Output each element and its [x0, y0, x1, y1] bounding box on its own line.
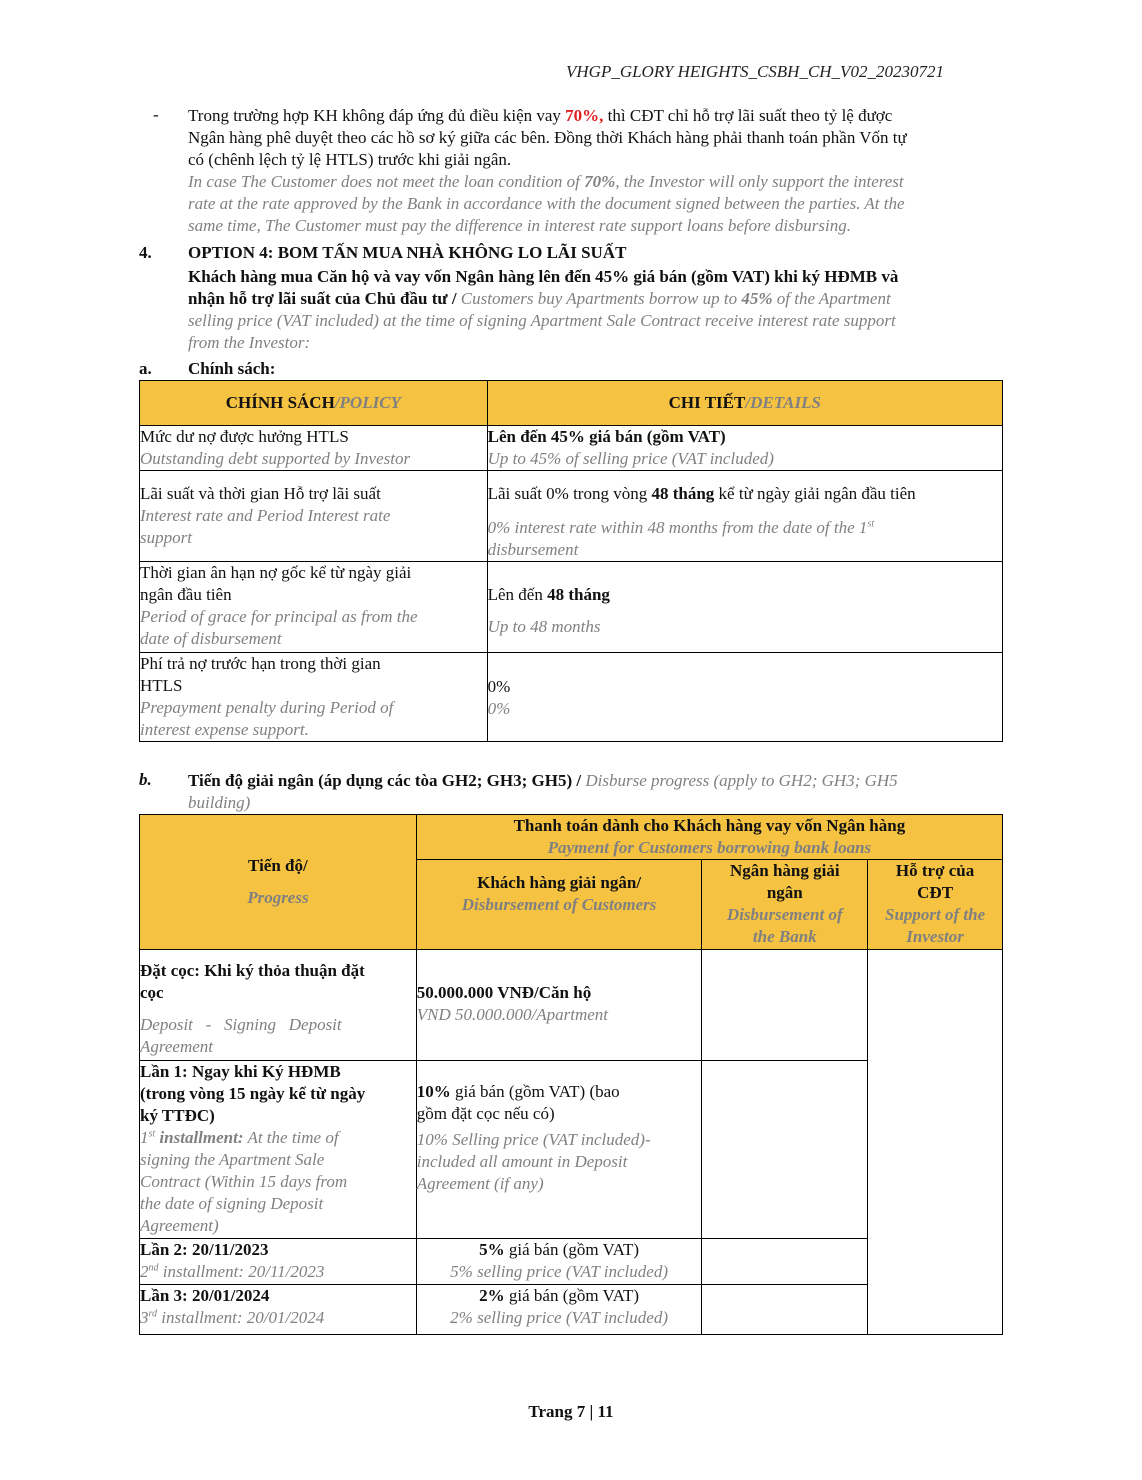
section-a-letter: a.: [139, 359, 152, 378]
policy-table: [139, 380, 1003, 742]
section-b-title: Tiến độ giải ngân (áp dụng các tòa GH2; GH3; GH5) / Disburse progress (apply to GH2; GH3; GH5 building): [188, 771, 898, 812]
option-number: 4.: [139, 243, 152, 262]
table-row: Lãi suất và thời gian Hỗ trợ lãi suất Interest rate and Period Interest rate support Lãi suất 0% trong vòng 48 tháng kể từ ngày giải ngân đầu tiên 0% interest rate within 48 months from the date of the 1st disbursement: [140, 471, 1003, 562]
bullet-paragraph: Trong trường hợp KH không đáp ứng đủ điều kiện vay 70%, thì CĐT chỉ hỗ trợ lãi suất theo tỷ lệ được Ngân hàng phê duyệt theo các hồ sơ ký giữa các bên. Đồng thời Khách hàng phải thanh toán phần Vốn tự có (chênh lệch tỷ lệ HTLS) trước khi giải ngân. In case The Customer does not meet the loan condition of 70%, the Investor will only support the interest rate at the rate approved by the Bank in accordance with the document signed between the parties. At the same time, The Customer must pay the difference in interest rate support loans before disbursing.: [188, 106, 907, 235]
section-b-letter: b.: [139, 770, 152, 789]
table-row: Thời gian ân hạn nợ gốc kể từ ngày giải ngân đầu tiên Period of grace for principal as from the date of disbursement Lên đến 48 tháng Up to 48 months: [140, 562, 1003, 653]
policy-header: CHÍNH SÁCH/POLICY: [140, 381, 488, 426]
progress-header: Tiến độ/ Progress: [140, 815, 417, 950]
table-row: Lần 2: 20/11/2023 2nd installment: 20/11/2023 5% giá bán (gồm VAT) 5% selling price (VAT included): [140, 1239, 1003, 1285]
table-row: Lần 3: 20/01/2024 3rd installment: 20/01/2024 2% giá bán (gồm VAT) 2% selling price (VAT included): [140, 1285, 1003, 1335]
option-description: Khách hàng mua Căn hộ và vay vốn Ngân hàng lên đến 45% giá bán (gồm VAT) khi ký HĐMB và nhận hỗ trợ lãi suất của Chủ đầu tư / Customers buy Apartments borrow up to 45% of the Apartment selling price (VAT included) at the time of signing Apartment Sale Contract receive interest rate support from the Investor:: [188, 267, 899, 352]
disbursement-table: [139, 814, 1003, 1335]
option-title: OPTION 4: BOM TẤN MUA NHÀ KHÔNG LO LÃI SUẤT: [188, 243, 627, 262]
bank-disbursement-header: Ngân hàng giải ngân Disbursement of the Bank: [702, 860, 868, 950]
bullet-dash: -: [153, 105, 159, 124]
investor-support-header: Hỗ trợ của CĐT Support of the Investor: [868, 860, 1003, 950]
table-row: Lần 1: Ngay khi Ký HĐMB (trong vòng 15 ngày kể từ ngày ký TTĐC) 1st installment: At the time of signing the Apartment Sale Contract (Within 15 days from the date of signing Deposit Agreement) 10% giá bán (gồm VAT) (bao gồm đặt cọc nếu có) 10% Selling price (VAT included)- included all amount in Deposit Agreement (if any): [140, 1061, 1003, 1239]
details-header: CHI TIẾT/DETAILS: [487, 381, 1002, 426]
table-row: Phí trả nợ trước hạn trong thời gian HTLS Prepayment penalty during Period of interest expense support. 0% 0%: [140, 653, 1003, 742]
table-row: Đặt cọc: Khi ký thỏa thuận đặt cọc Deposit - Signing Deposit Agreement 50.000.000 VNĐ/Căn hộ VND 50.000.000/Apartment: [140, 950, 1003, 1061]
payment-header: Thanh toán dành cho Khách hàng vay vốn Ngân hàng Payment for Customers borrowing bank loans: [416, 815, 1002, 860]
section-a-title: Chính sách:: [188, 359, 276, 378]
page-number: Trang 7 | 11: [528, 1402, 614, 1421]
document-code: VHGP_GLORY HEIGHTS_CSBH_CH_V02_20230721: [566, 62, 944, 81]
table-row: Mức dư nợ được hưởng HTLS Outstanding debt supported by Investor Lên đến 45% giá bán (gồm VAT) Up to 45% of selling price (VAT included): [140, 426, 1003, 471]
customer-disbursement-header: Khách hàng giải ngân/ Disbursement of Customers: [416, 860, 702, 950]
